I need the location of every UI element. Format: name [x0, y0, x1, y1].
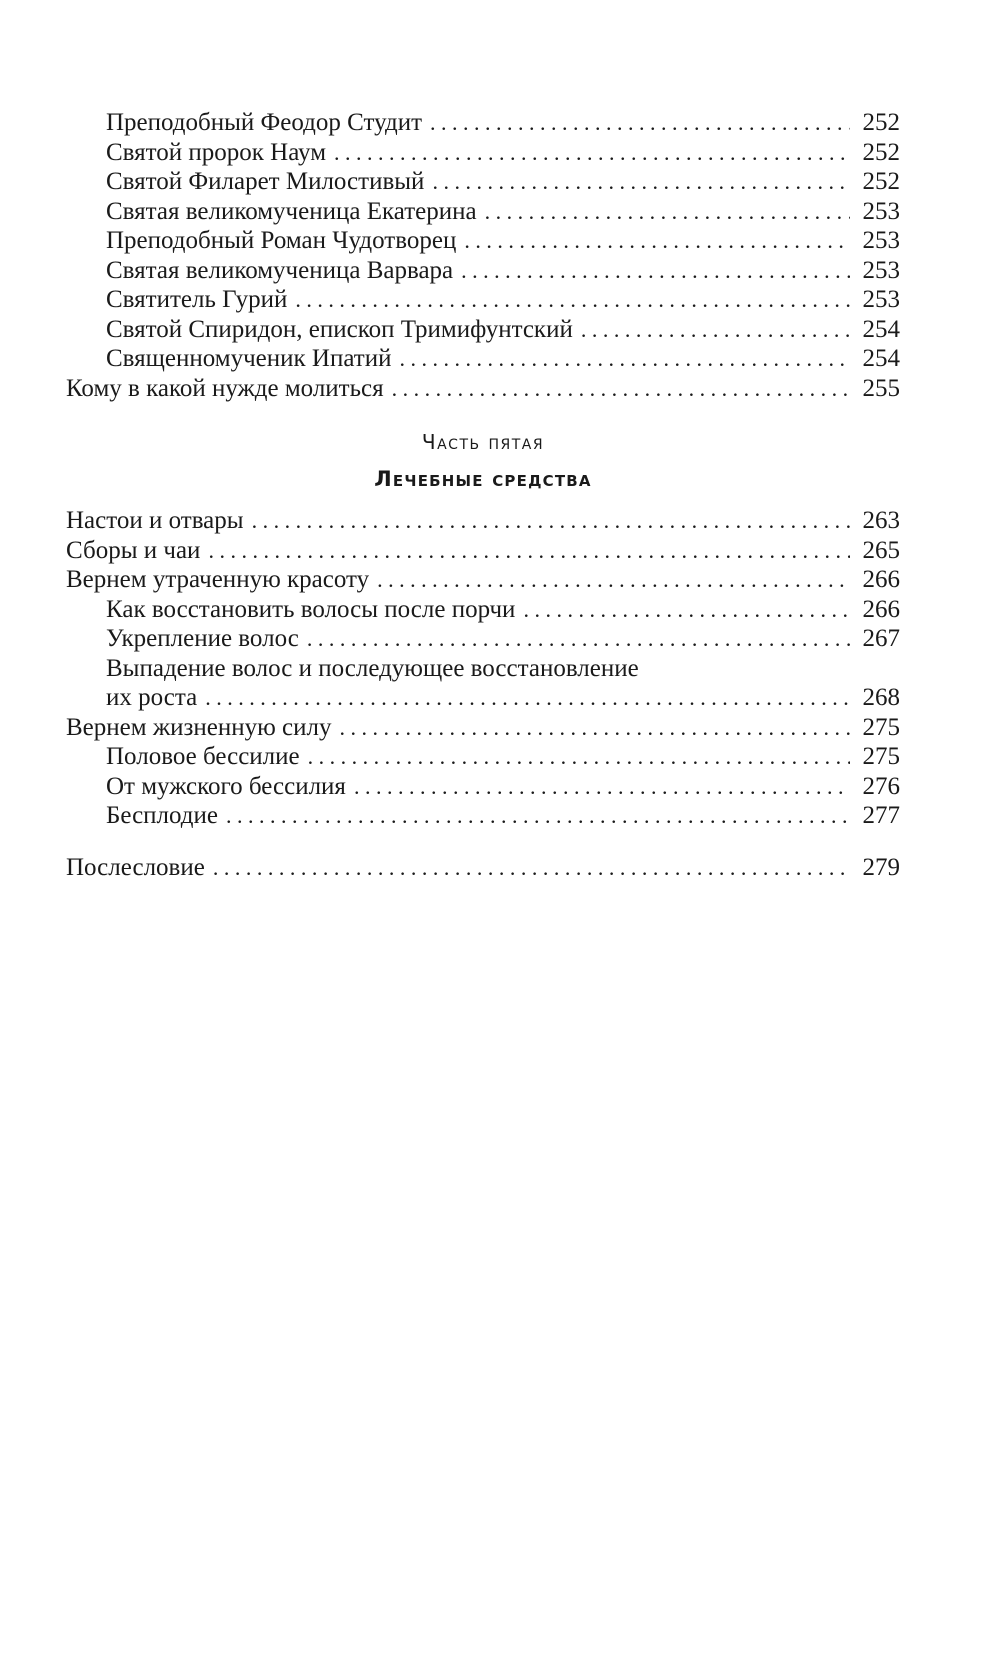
toc-entry-title: От мужского бессилия	[106, 772, 346, 800]
dot-leader	[354, 772, 850, 802]
toc-entry-title: их роста	[106, 684, 198, 711]
toc-entry	[66, 595, 900, 625]
dot-leader	[339, 713, 850, 743]
toc-entry-title: Святитель Гурий	[106, 286, 288, 313]
dot-leader	[226, 801, 850, 831]
toc-entry	[66, 536, 900, 566]
dot-leader	[392, 374, 850, 404]
toc-entry	[66, 565, 900, 595]
toc-entry	[66, 167, 900, 197]
toc-entry-page: 254	[862, 345, 900, 372]
toc-entry-title: Укрепление волос	[106, 625, 299, 652]
toc-entry	[66, 344, 900, 374]
dot-leader	[308, 742, 850, 772]
dot-leader	[461, 256, 850, 286]
toc-entry-title: Бесплодие	[106, 802, 218, 829]
dot-leader	[581, 315, 850, 345]
part-title: Лечебные средства	[374, 467, 592, 491]
toc-entry-title: Послесловие	[66, 853, 205, 881]
dot-leader	[213, 853, 850, 883]
toc-entry	[66, 772, 900, 802]
toc-entry-page: 268	[862, 684, 900, 711]
toc-entry-title: Вернем жизненную силу	[66, 713, 332, 741]
toc-entry-title: Святая великомученица Варвара	[106, 256, 454, 284]
toc-entry	[66, 683, 900, 713]
toc-entry	[66, 506, 900, 536]
toc-entry	[66, 138, 900, 168]
toc-entry-page: 252	[862, 109, 900, 136]
toc-entry-page: 253	[862, 197, 900, 225]
toc-entry-page: 276	[862, 772, 900, 800]
toc-entry-page: 263	[862, 507, 900, 534]
toc-entry-afterword	[66, 853, 900, 883]
dot-leader	[430, 108, 850, 138]
toc-entry	[66, 197, 900, 227]
toc-entry-title: Как восстановить волосы после порчи	[106, 595, 516, 623]
toc-entry-page: 265	[862, 536, 900, 564]
toc-entry-title: Святая великомученица Екатерина	[106, 197, 477, 225]
toc-entry-page: 279	[862, 853, 900, 881]
toc-entry	[66, 315, 900, 345]
dot-leader	[377, 565, 850, 595]
toc-entry-page: 252	[862, 138, 900, 166]
toc-entry-title: Святой пророк Наум	[106, 138, 327, 166]
dot-leader	[464, 226, 850, 256]
dot-leader	[205, 683, 850, 713]
toc-entry-title: Святой Спиридон, епископ Тримифунтский	[106, 315, 573, 343]
toc-entry-title: Настои и отвары	[66, 507, 244, 534]
toc-entry	[66, 801, 900, 831]
toc-entry	[66, 624, 900, 654]
toc-entry	[66, 654, 900, 684]
toc-entry	[66, 374, 900, 404]
dot-leader	[432, 167, 850, 197]
toc-entry-page: 254	[862, 315, 900, 343]
toc-entry-page: 253	[862, 286, 900, 313]
toc-entry-page: 252	[862, 168, 900, 195]
toc-list-top	[66, 108, 900, 403]
toc-entry-title: Сборы и чаи	[66, 536, 201, 564]
toc-entry	[66, 226, 900, 256]
toc-entry-title: Кому в какой нужде молиться	[66, 374, 384, 402]
toc-entry-page: 266	[862, 595, 900, 623]
dot-leader	[252, 506, 850, 536]
toc-entry-page: 267	[862, 625, 900, 652]
dot-leader	[485, 197, 850, 227]
toc-entry-title: Вернем утраченную красоту	[66, 566, 370, 593]
toc-entry	[66, 256, 900, 286]
toc-list-part5	[66, 506, 900, 831]
dot-leader	[523, 595, 850, 625]
toc-entry-page: 277	[862, 802, 900, 829]
toc-entry-page: 275	[862, 713, 900, 741]
dot-leader	[307, 624, 850, 654]
toc-entry-title: Священномученик Ипатий	[106, 345, 392, 372]
toc-entry-title: Преподобный Феодор Студит	[106, 109, 423, 136]
toc-entry-page: 275	[862, 743, 900, 770]
toc-entry-title: Святой Филарет Милостивый	[106, 168, 425, 195]
toc-list-afterword	[66, 853, 900, 883]
toc-entry	[66, 285, 900, 315]
spacer	[66, 831, 900, 853]
part-label: Часть пятая	[421, 430, 545, 454]
dot-leader	[208, 536, 850, 566]
toc-entry	[66, 108, 900, 138]
dot-leader	[400, 344, 851, 374]
toc-entry-page: 266	[862, 566, 900, 593]
toc-entry-page: 255	[862, 374, 900, 402]
toc-page	[66, 108, 900, 882]
part-heading	[66, 427, 900, 494]
toc-entry	[66, 713, 900, 743]
toc-entry-title: Преподобный Роман Чудотворец	[106, 227, 457, 254]
toc-entry-title: Выпадение волос и последующее восстановление	[106, 654, 639, 682]
dot-leader	[334, 138, 850, 168]
toc-entry-page: 253	[862, 256, 900, 284]
toc-entry	[66, 742, 900, 772]
toc-entry-page: 253	[862, 227, 900, 254]
dot-leader	[295, 285, 850, 315]
toc-entry-title: Половое бессилие	[106, 743, 300, 770]
